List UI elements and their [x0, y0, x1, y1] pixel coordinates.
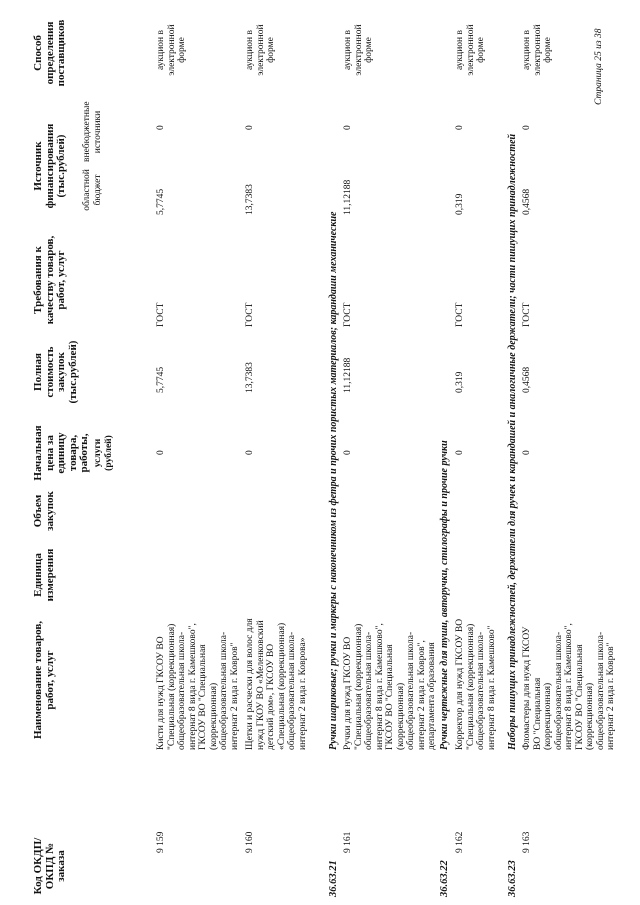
row-number: 9 162: [455, 831, 465, 853]
header-method: Способ определения поставщиков: [32, 19, 67, 87]
row-name: Корректор для нужд ГКСОУ ВО "Специальная (коррекционная) общеобразовательная школа-интернат 8 вида г. Камешково": [455, 618, 497, 750]
row-funding-regional: 11,12188: [343, 179, 353, 215]
header-funding-offbudget: внебюджетные источники: [82, 101, 103, 162]
group-code: 36.63.23: [507, 860, 518, 897]
header-funding-regional: областной бюджет: [82, 169, 103, 211]
row-requirements: ГОСТ: [156, 302, 166, 327]
row-funding-regional: 0,4568: [522, 188, 532, 215]
row-method: аукцион в электронной форме: [522, 24, 553, 76]
row-full-cost: 13,7383: [245, 362, 255, 393]
row-full-cost: 0,319: [455, 371, 465, 393]
row-funding-regional: 5,7745: [156, 188, 166, 215]
row-funding-offbudget: 0: [245, 125, 255, 130]
row-full-cost: 11,12188: [343, 357, 353, 393]
group-code: 36.63.21: [328, 860, 339, 897]
row-requirements: ГОСТ: [343, 302, 353, 327]
row-requirements: ГОСТ: [522, 302, 532, 327]
row-funding-offbudget: 0: [343, 125, 353, 130]
header-name: Наименование товаров, работ, услуг: [32, 620, 56, 740]
row-full-cost: 0,4568: [522, 366, 532, 393]
row-number: 9 160: [245, 831, 255, 853]
row-price: 0: [343, 450, 353, 455]
row-price: 0: [522, 450, 532, 455]
row-funding-regional: 0,319: [455, 193, 465, 215]
header-requirements: Требования к качеству товаров, работ, услуг: [32, 235, 67, 325]
row-price: 0: [156, 450, 166, 455]
page-number: Страница 25 из 38: [594, 28, 604, 105]
row-name: Кисти для нужд ГКСОУ ВО "Специальная (коррекционная) общеобразовательная школа-интернат 8 вида г. Камешково", ГКСОУ ВО "Специальная (коррекционная) общеобразовательная школа-интернат 2 вида г. Ковров": [156, 623, 240, 750]
group-title: Ручки шариковые; ручки и маркеры с наконечником из фетра и прочих пористых материалов; карандаши механические: [328, 211, 339, 750]
row-method: аукцион в электронной форме: [245, 24, 276, 76]
header-volume: Объем закупок: [32, 491, 56, 531]
row-funding-offbudget: 0: [156, 125, 166, 130]
header-code: Код ОКДП/ ОКПД № заказа: [32, 837, 67, 895]
row-name: Фломастеры для нужд ГКСОУ ВО "Специальная (коррекционная) общеобразовательная школа-интернат 8 вида г. Камешково", ГКСОУ ВО "Специальная (коррекционная) общеобразовательная школа-интернат 2 вида г. Ковров": [522, 623, 616, 750]
row-method: аукцион в электронной форме: [156, 24, 187, 76]
row-method: аукцион в электронной форме: [455, 24, 486, 76]
header-unit: Единица измерения: [32, 548, 56, 602]
row-funding-offbudget: 0: [522, 125, 532, 130]
row-name: Ручки для нужд ГКСОУ ВО "Специальная (коррекционная) общеобразовательная школа-интернат 8 вида г. Камешково", ГКСОУ ВО "Специальная (коррекционная) общеобразовательная школа-интернат 2 вида г. Ковров", департамента образования: [343, 623, 437, 750]
header-price: Начальная цена за единицу товара, работы,: [32, 425, 90, 481]
group-title: Наборы пишущих принадлежностей, держатели для ручек и карандашей и аналогичные держатели; части пишущих принадлежностей: [507, 133, 518, 750]
group-code: 36.63.22: [439, 860, 450, 897]
row-price: 0: [245, 450, 255, 455]
row-number: 9 159: [156, 831, 166, 853]
row-funding-offbudget: 0: [455, 125, 465, 130]
header-price-sub: услуги (рублей): [93, 435, 114, 471]
row-method: аукцион в электронной форме: [343, 24, 374, 76]
row-full-cost: 5,7745: [156, 366, 166, 393]
row-number: 9 163: [522, 831, 532, 853]
group-title: Ручки чертежные для туши, авторучки, стилографы и прочие ручки: [439, 440, 450, 750]
header-full-cost: Полная стоимость закупок (тыс.рублей): [32, 340, 79, 404]
row-number: 9 161: [343, 831, 353, 853]
header-funding: Источник финансирования (тыс.рублей): [32, 123, 67, 209]
row-price: 0: [455, 450, 465, 455]
row-requirements: ГОСТ: [245, 302, 255, 327]
row-requirements: ГОСТ: [455, 302, 465, 327]
row-name: Щетки и расчески для волос для нужд ГКОУ ВО «Меленковский детский дом», ГКСОУ ВО «Специальная (коррекционная) общеобразовательная школа-интернат 2 вида г. Коврова»: [245, 618, 308, 750]
row-funding-regional: 13,7383: [245, 184, 255, 215]
